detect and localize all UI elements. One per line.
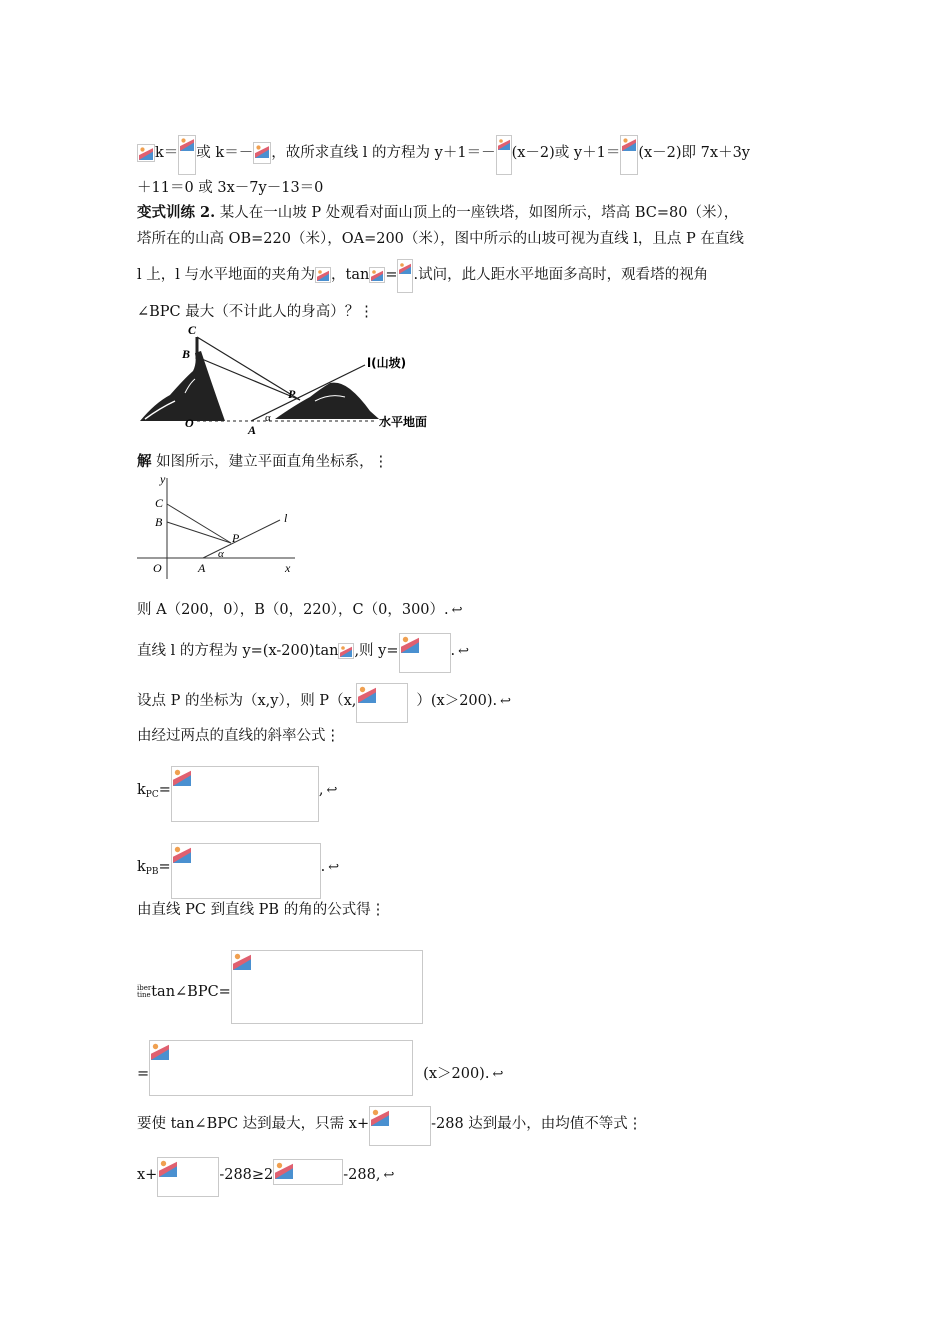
label-p: P bbox=[232, 531, 240, 545]
formula-image bbox=[397, 259, 413, 293]
formula-image bbox=[253, 142, 271, 164]
formula-image bbox=[157, 1157, 219, 1197]
mountain-figure bbox=[135, 323, 440, 435]
line-l bbox=[203, 520, 280, 558]
formula-image bbox=[178, 135, 196, 175]
formula-image bbox=[171, 843, 321, 899]
formula-image bbox=[369, 267, 385, 283]
label-l: l bbox=[284, 511, 288, 525]
label-x: x bbox=[285, 561, 291, 575]
label-o: O bbox=[153, 561, 162, 575]
exercise-heading: 变式训练 2. 某人在一山坡 P 处观看对面山顶上的一座铁塔，如图所示，塔高 BC=80（米）， bbox=[137, 204, 739, 221]
exercise-text-3: l 上，l 与水平地面的夹角为 ，tan = .试问，此人距水平地面多高时，观看塔的视角 bbox=[137, 259, 708, 293]
formula-image bbox=[620, 135, 638, 175]
label-p: P bbox=[288, 387, 296, 401]
return-mark: ↩ bbox=[328, 860, 340, 875]
label-a: A bbox=[248, 423, 257, 435]
exercise-text-4: ∠BPC 最大（不计此人的身高）？⋮ bbox=[137, 304, 374, 320]
coordinate-figure bbox=[135, 474, 300, 584]
label-alpha: α bbox=[218, 548, 224, 560]
kpc-line: $k_{PC}=$ , ↩ bbox=[137, 766, 337, 822]
label-slope: l(山坡) bbox=[367, 356, 407, 370]
return-mark: ↩ bbox=[492, 1067, 504, 1082]
label-ground: 水平地面 bbox=[379, 415, 428, 429]
solution-line-1: 则 A（200，0），B（0，220），C（0，300）. ↩ bbox=[137, 602, 463, 618]
kpb-line: $k_{PB}=$ . ↩ bbox=[137, 843, 339, 899]
formula-image bbox=[496, 135, 512, 175]
formula-image bbox=[273, 1159, 343, 1185]
label-a: A bbox=[198, 561, 206, 575]
equation-line-2: ＋11＝0 或 3x－7y－13＝0 bbox=[137, 180, 324, 196]
line-cp bbox=[167, 504, 231, 543]
solution-line-3: 设点 P 的坐标为（x,y），则 P（x, ）(x＞200). ↩ bbox=[137, 683, 511, 723]
exercise-text-2: 塔所在的山高 OB=220（米），OA=200（米），图中所示的山坡可视为直线 l，且点 P 在直线 bbox=[137, 231, 744, 247]
solution-heading: 解 如图所示，建立平面直角坐标系，⋮ bbox=[137, 453, 389, 470]
formula-image bbox=[369, 1106, 431, 1146]
left-mountain bbox=[140, 351, 225, 421]
label-alpha: α bbox=[265, 412, 271, 424]
solution-line-7: x+ -288≥2 -288, ↩ bbox=[137, 1157, 394, 1197]
return-mark: ↩ bbox=[326, 783, 338, 798]
label-c: C bbox=[155, 496, 164, 510]
solution-line-2: 直线 l 的方程为 y=(x-200)tan ,则 y= . ↩ bbox=[137, 633, 469, 673]
return-mark: ↩ bbox=[451, 603, 463, 618]
formula-image bbox=[338, 643, 354, 659]
solution-line-6: 要使 tan∠BPC 达到最大，只需 x+ -288 达到最小，由均值不等式⋮ bbox=[137, 1106, 642, 1146]
label-b: B bbox=[182, 347, 191, 361]
formula-image bbox=[171, 766, 319, 822]
return-mark: ↩ bbox=[500, 694, 512, 709]
solution-line-5: 由直线 PC 到直线 PB 的角的公式得⋮ bbox=[137, 902, 386, 918]
line-bp bbox=[167, 522, 231, 543]
formula-image bbox=[149, 1040, 413, 1096]
formula-image bbox=[231, 950, 423, 1024]
return-mark: ↩ bbox=[383, 1168, 395, 1183]
return-mark: ↩ bbox=[458, 644, 470, 659]
label-o: O bbox=[185, 416, 194, 430]
label-y: y bbox=[160, 474, 166, 486]
solution-line-4: 由经过两点的直线的斜率公式⋮ bbox=[137, 728, 340, 744]
label-b: B bbox=[155, 515, 163, 529]
label-c: C bbox=[188, 323, 197, 337]
formula-image bbox=[315, 267, 331, 283]
formula-image bbox=[137, 144, 155, 162]
formula-image bbox=[399, 633, 451, 673]
equation-line-1: k＝ 或 k＝－ ，故所求直线 l 的方程为 y＋1＝－ (x－2)或 y＋1＝ (x－2)即 7x＋3y bbox=[137, 135, 750, 175]
tan-line: iber tinetan∠BPC= bbox=[137, 950, 423, 1024]
formula-image bbox=[356, 683, 408, 723]
tan-line-2: = (x＞200). ↩ bbox=[137, 1040, 503, 1096]
